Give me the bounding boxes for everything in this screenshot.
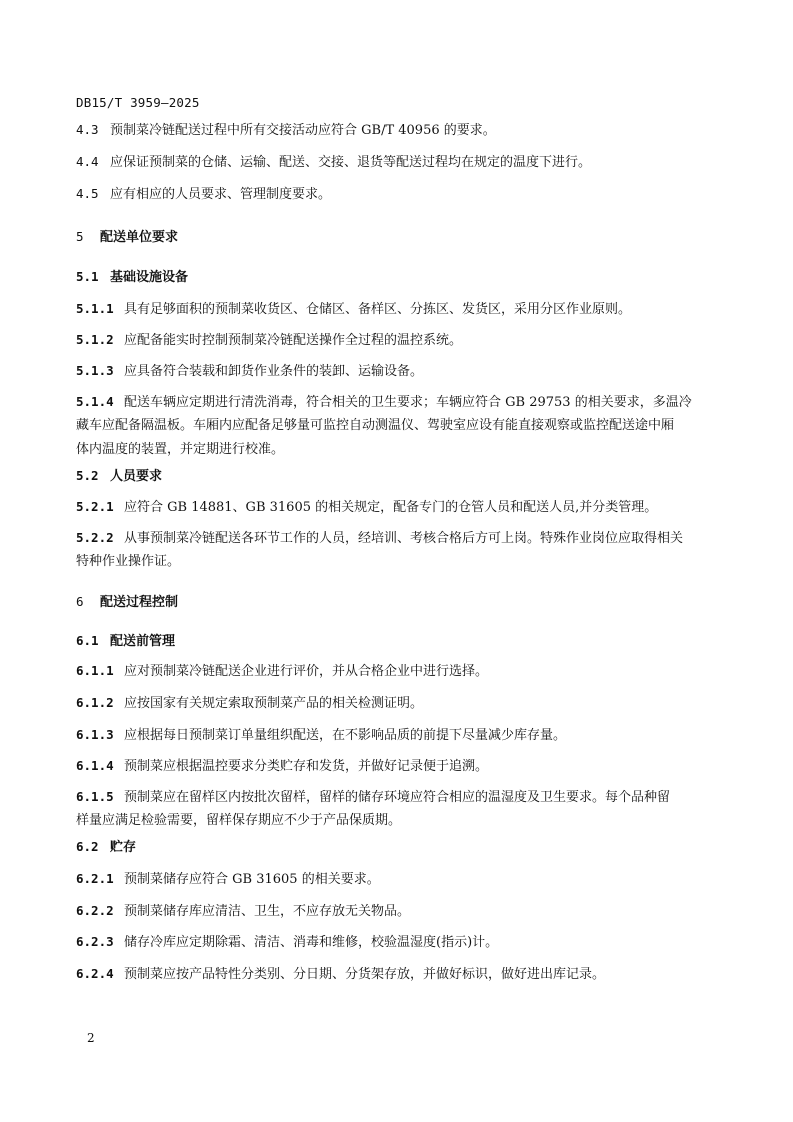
clause-text: 预制菜冷链配送过程中所有交接活动应符合 GB/T 40956 的要求。 bbox=[110, 123, 496, 138]
clause-6-1-1 bbox=[76, 658, 719, 685]
clause-number: 5.1.3 bbox=[76, 363, 114, 378]
clause-text: 应符合 GB 14881、GB 31605 的相关规定，配备专门的仓管人员和配送人员,并分类管理。 bbox=[124, 500, 658, 515]
clause-number: 4.5 bbox=[76, 186, 99, 201]
page-number: 2 bbox=[87, 1031, 95, 1045]
subsection-number: 6.1 bbox=[76, 633, 99, 648]
clause-text-line: 从事预制菜冷链配送各环节工作的人员，经培训、考核合格后方可上岗。特殊作业岗位应取得相关 bbox=[124, 531, 684, 546]
clause-text-line: 预制菜应在留样区内按批次留样，留样的储存环境应符合相应的温湿度及卫生要求。每个品种留 bbox=[124, 790, 671, 805]
clause-text: 应配备能实时控制预制菜冷链配送操作全过程的温控系统。 bbox=[124, 333, 463, 348]
subsection-heading-6-1 bbox=[76, 628, 719, 655]
subsection-heading-5-2 bbox=[76, 463, 719, 490]
subsection-title: 贮存 bbox=[110, 840, 137, 855]
clause-number: 5.2.2 bbox=[76, 530, 114, 545]
clause-text-line: 特种作业操作证。 bbox=[76, 554, 181, 569]
clause-number: 6.2.2 bbox=[76, 903, 114, 918]
subsection-number: 5.2 bbox=[76, 468, 99, 483]
clause-text-line: 配送车辆应定期进行清洗消毒，符合相关的卫生要求；车辆应符合 GB 29753 的相关要求，多温冷 bbox=[124, 395, 692, 410]
clause-text: 应根据每日预制菜订单量组织配送，在不影响品质的前提下尽量减少库存量。 bbox=[124, 728, 567, 743]
clause-5-1-4 bbox=[76, 389, 719, 416]
subsection-heading-6-2 bbox=[76, 834, 719, 861]
clause-number: 5.1.1 bbox=[76, 301, 114, 316]
clause-number: 6.1.5 bbox=[76, 789, 114, 804]
clause-number: 5.2.1 bbox=[76, 499, 114, 514]
clause-number: 6.2.1 bbox=[76, 871, 114, 886]
subsection-title: 基础设施设备 bbox=[110, 270, 189, 285]
subsection-title: 人员要求 bbox=[110, 469, 163, 484]
clause-number: 6.2.3 bbox=[76, 934, 114, 949]
clause-5-2-2-continued bbox=[76, 549, 719, 575]
clause-number: 4.4 bbox=[76, 154, 99, 169]
clause-text: 具有足够面积的预制菜收货区、仓储区、备样区、分拣区、发货区，采用分区作业原则。 bbox=[124, 302, 632, 317]
subsection-number: 5.1 bbox=[76, 269, 99, 284]
clause-6-2-3 bbox=[76, 929, 719, 956]
clause-text: 应具备符合装载和卸货作业条件的装卸、运输设备。 bbox=[124, 364, 424, 379]
clause-number: 6.1.2 bbox=[76, 695, 114, 710]
clause-6-1-4 bbox=[76, 753, 719, 780]
clause-5-1-4-continued bbox=[76, 413, 719, 439]
clause-text: 应保证预制菜的仓储、运输、配送、交接、退货等配送过程均在规定的温度下进行。 bbox=[110, 155, 592, 170]
subsection-title: 配送前管理 bbox=[110, 634, 176, 649]
document-id: DB15/T 3959—2025 bbox=[76, 95, 200, 110]
clause-number: 5.1.4 bbox=[76, 394, 114, 409]
clause-text-line: 体内温度的装置，并定期进行校准。 bbox=[76, 442, 285, 457]
clause-4-4 bbox=[76, 149, 719, 176]
clause-4-3 bbox=[76, 117, 719, 144]
clause-text: 预制菜储存应符合 GB 31605 的相关要求。 bbox=[124, 872, 380, 887]
clause-number: 6.1.1 bbox=[76, 663, 114, 678]
clause-6-1-5 bbox=[76, 784, 719, 811]
section-heading-6 bbox=[76, 589, 719, 616]
clause-number: 6.1.3 bbox=[76, 727, 114, 742]
clause-5-1-4-continued bbox=[76, 437, 719, 463]
section-number: 6 bbox=[76, 594, 84, 609]
clause-number: 6.1.4 bbox=[76, 758, 114, 773]
section-heading-5 bbox=[76, 224, 719, 251]
section-title: 配送单位要求 bbox=[100, 230, 179, 245]
clause-4-5 bbox=[76, 181, 719, 208]
clause-number: 5.1.2 bbox=[76, 332, 114, 347]
section-title: 配送过程控制 bbox=[100, 595, 179, 610]
clause-6-1-5-continued bbox=[76, 808, 719, 834]
clause-5-2-2 bbox=[76, 525, 719, 552]
clause-6-2-2 bbox=[76, 898, 719, 925]
clause-text: 应按国家有关规定索取预制菜产品的相关检测证明。 bbox=[124, 696, 424, 711]
clause-text: 应对预制菜冷链配送企业进行评价，并从合格企业中进行选择。 bbox=[124, 664, 489, 679]
clause-text: 预制菜储存库应清洁、卫生，不应存放无关物品。 bbox=[124, 904, 411, 919]
clause-6-1-3 bbox=[76, 722, 719, 749]
clause-6-2-4 bbox=[76, 961, 719, 988]
clause-5-1-1 bbox=[76, 296, 719, 323]
subsection-heading-5-1 bbox=[76, 264, 719, 291]
clause-number: 4.3 bbox=[76, 122, 99, 137]
clause-5-1-2 bbox=[76, 327, 719, 354]
clause-text-line: 样量应满足检验需要，留样保存期应不少于产品保质期。 bbox=[76, 813, 402, 828]
clause-5-1-3 bbox=[76, 358, 719, 385]
clause-number: 6.2.4 bbox=[76, 966, 114, 981]
clause-6-2-1 bbox=[76, 866, 719, 893]
clause-text: 应有相应的人员要求、管理制度要求。 bbox=[110, 187, 332, 202]
section-number: 5 bbox=[76, 229, 84, 244]
clause-5-2-1 bbox=[76, 494, 719, 521]
clause-text-line: 藏车应配备隔温板。车厢内应配备足够量可监控自动测温仪、驾驶室应设有能直接观察或监控配送途中厢 bbox=[76, 418, 675, 433]
clause-text: 储存冷库应定期除霜、清洁、消毒和维修，校验温湿度(指示)计。 bbox=[124, 935, 499, 950]
subsection-number: 6.2 bbox=[76, 839, 99, 854]
clause-text: 预制菜应根据温控要求分类贮存和发货，并做好记录便于追溯。 bbox=[124, 759, 489, 774]
clause-6-1-2 bbox=[76, 690, 719, 717]
clause-text: 预制菜应按产品特性分类别、分日期、分货架存放，并做好标识，做好进出库记录。 bbox=[124, 967, 606, 982]
